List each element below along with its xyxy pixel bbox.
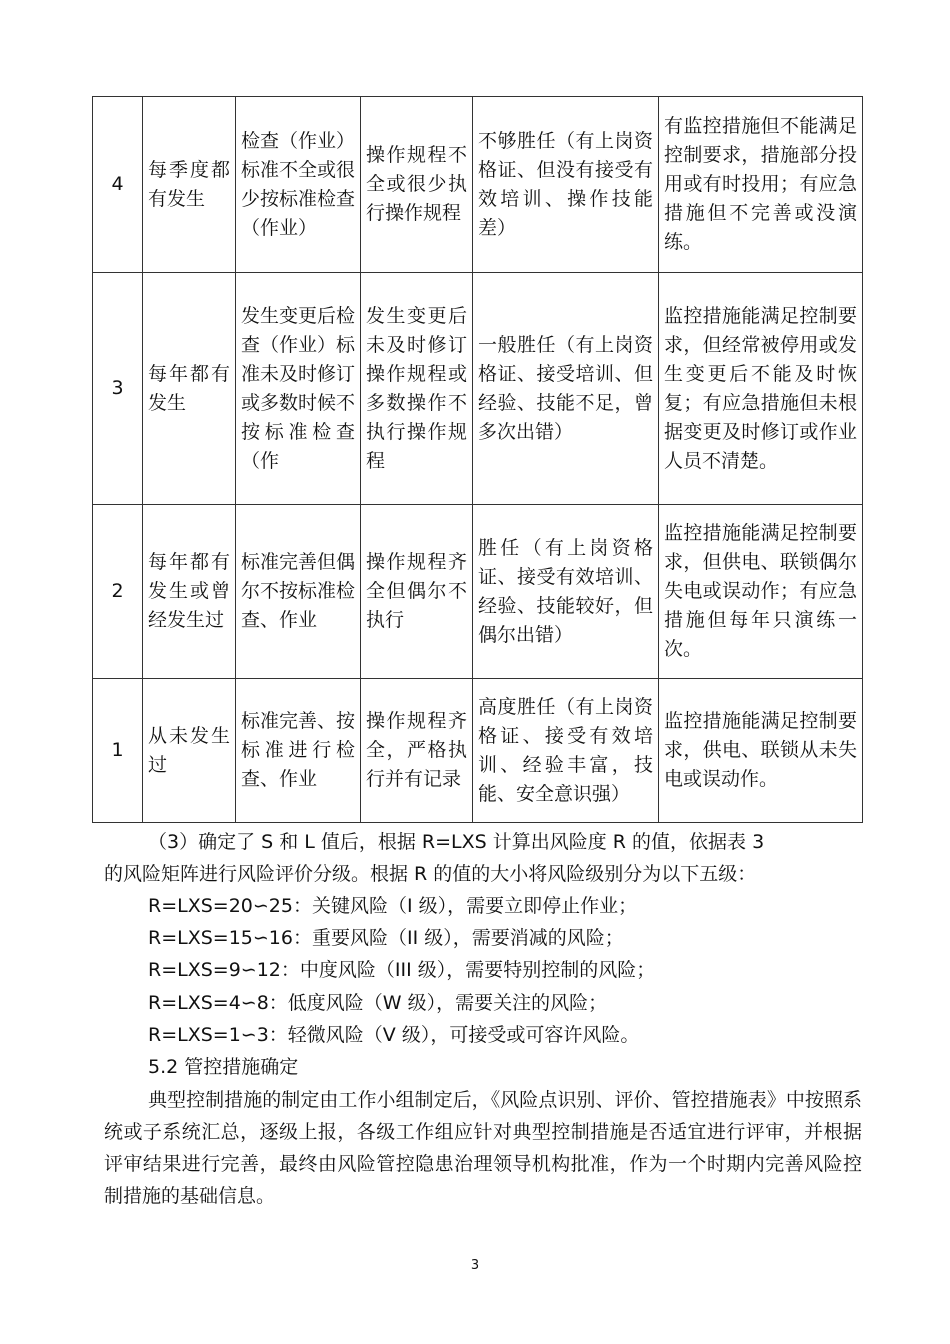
table-row	[93, 679, 863, 823]
level-cell: 4	[93, 97, 143, 273]
intro-line: 的风险矩阵进行风险评价分级。根据 R 的值的大小将风险级别分为以下五级：	[104, 863, 757, 885]
risk-level-item: R=LXS=4∽8：低度风险（W 级），需要关注的风险；	[148, 992, 608, 1014]
procedure-cell: 操作规程不全或很少执行操作规程	[361, 97, 473, 273]
procedure-cell: 发生变更后未及时修订操作规程或多数操作不执行操作规程	[361, 273, 473, 505]
level-cell: 3	[93, 273, 143, 505]
risk-level-item: R=LXS=9∽12：中度风险（III 级），需要特别控制的风险；	[148, 959, 656, 981]
table-row	[93, 273, 863, 505]
procedure-cell: 操作规程齐全，严格执行并有记录	[361, 679, 473, 823]
intro-line: （3）确定了 S 和 L 值后，根据 R=LXS 计算出风险度 R 的值，依据表 3	[148, 831, 765, 853]
level-cell: 1	[93, 679, 143, 823]
inspection-cell: 检查（作业）标准不全或很少按标准检查（作业）	[236, 97, 361, 273]
inspection-cell: 标准完善、按标准进行检查、作业	[236, 679, 361, 823]
personnel-cell: 不够胜任（有上岗资格证、但没有接受有效培训、操作技能差）	[473, 97, 659, 273]
control-cell: 监控措施能满足控制要求，但供电、联锁偶尔失电或误动作；有应急措施但每年只演练一次。	[659, 505, 863, 679]
section-heading: 5.2 管控措施确定	[148, 1056, 299, 1078]
personnel-cell: 胜任（有上岗资格证、接受有效培训、经验、技能较好，但偶尔出错）	[473, 505, 659, 679]
page-number: 3	[470, 1258, 480, 1273]
control-cell: 监控措施能满足控制要求，但经常被停用或发生变更后不能及时恢复；有应急措施但未根据变更及时修订或作业人员不清楚。	[659, 273, 863, 505]
inspection-cell: 标准完善但偶尔不按标准检查、作业	[236, 505, 361, 679]
frequency-cell: 每季度都有发生	[143, 97, 236, 273]
procedure-cell: 操作规程齐全但偶尔不执行	[361, 505, 473, 679]
personnel-cell: 高度胜任（有上岗资格证、接受有效培训、经验丰富，技能、安全意识强）	[473, 679, 659, 823]
level-cell: 2	[93, 505, 143, 679]
table-row	[93, 97, 863, 273]
control-cell: 有监控措施但不能满足控制要求，措施部分投用或有时投用；有应急措施但不完善或没演练。	[659, 97, 863, 273]
risk-criteria-table	[92, 96, 863, 823]
frequency-cell: 每年都有发生	[143, 273, 236, 505]
frequency-cell: 每年都有发生或曾经发生过	[143, 505, 236, 679]
inspection-text: 发生变更后检查（作业）标准未及时修订或多数时候不按标准检查（作	[241, 304, 355, 472]
section-paragraph: 典型控制措施的制定由工作小组制定后，《风险点识别、评价、管控措施表》中按照系统或子系统汇总，逐级上报，各级工作组应针对典型控制措施是否适宜进行评审，并根据评审结果进行完善，最终由风险管控隐患治理领导机构批准，作为一个时期内完善风险控制措施的基础信息。	[104, 1089, 862, 1207]
table-row	[93, 505, 863, 679]
risk-level-item: R=LXS=20∽25：关键风险（I 级），需要立即停止作业；	[148, 895, 638, 917]
risk-level-item: R=LXS=15∽16：重要风险（II 级），需要消减的风险；	[148, 927, 624, 949]
personnel-cell: 一般胜任（有上岗资格证、接受培训、但经验、技能不足，曾多次出错）	[473, 273, 659, 505]
frequency-cell: 从未发生过	[143, 679, 236, 823]
risk-level-item: R=LXS=1∽3：轻微风险（V 级），可接受或可容许风险。	[148, 1024, 640, 1046]
inspection-cell	[236, 273, 361, 505]
control-cell: 监控措施能满足控制要求，供电、联锁从未失电或误动作。	[659, 679, 863, 823]
